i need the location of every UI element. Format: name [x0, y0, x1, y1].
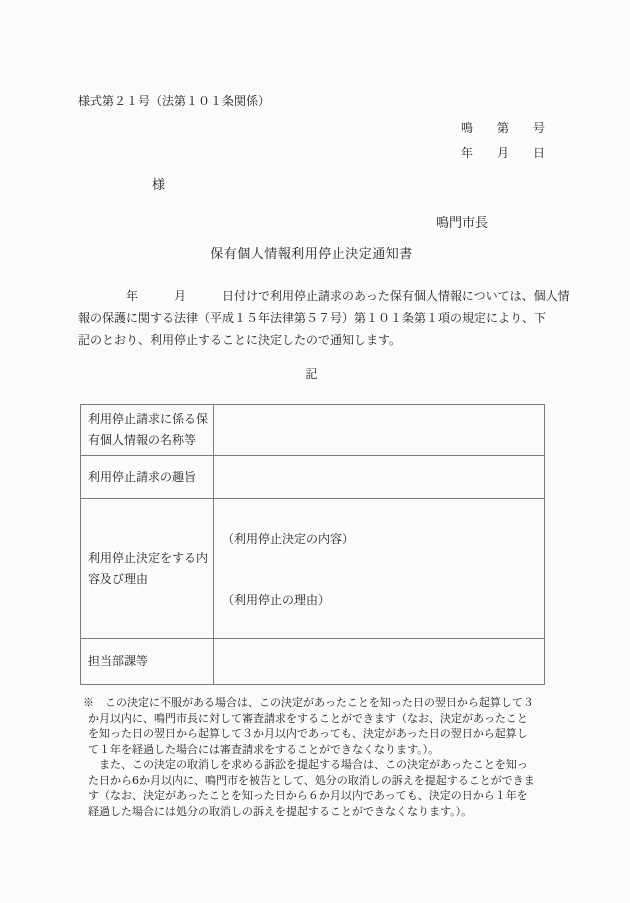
document-number-line: 鳴 第 号	[460, 121, 545, 135]
table-row	[81, 639, 545, 685]
note-line: た日から6か月以内に、鳴門市を被告として、処分の取消しの訴えを提起することができま	[88, 773, 535, 787]
body-paragraph	[78, 285, 570, 351]
note-line: 経過した場合には処分の取消しの訴えを提起することができなくなります。）。	[88, 804, 473, 818]
row-value	[214, 405, 545, 456]
table-row	[81, 405, 545, 456]
body-line: 報の保護に関する法律（平成１５年法律第５７号）第１０１条第１項の規定により、下	[78, 311, 547, 325]
row-value	[214, 499, 545, 639]
document-title: 保有個人情報利用停止決定通知書	[210, 247, 413, 262]
row-label: 担当部課等	[81, 639, 214, 685]
note-line: て１年を経過した場合には審査請求をすることができなくなります。）。	[88, 742, 440, 756]
note-section	[83, 695, 545, 819]
ki-marker: 記	[305, 367, 318, 381]
form-number: 様式第２１号（法第１０１条関係）	[78, 94, 271, 108]
table-row	[81, 499, 545, 639]
note-line: か月以内に、鳴門市長に対して審査請求をすることができます（なお、決定があったこと	[88, 711, 528, 725]
body-line: 記のとおり、利用停止することに決定したので通知します。	[78, 333, 402, 347]
note-line: ※ この決定に不服がある場合は、この決定があったことを知った日の翌日から起算して３	[83, 696, 534, 709]
note-line: す（なお、決定があったことを知った日から６か月以内であっても、決定の日から１年を	[88, 789, 528, 802]
date-line: 年 月 日	[460, 146, 545, 160]
decision-table	[80, 404, 545, 685]
document-content	[0, 93, 630, 819]
row-label: 利用停止請求に係る保有個人情報の名称等	[81, 405, 214, 456]
addressee-line: 様	[152, 178, 166, 193]
note-line: また、この決定の取消しを求める訴訟を提起する場合は、この決定があったことを知っ	[88, 758, 528, 771]
note-line: を知った日の翌日から起算して３か月以内であっても、決定があった日の翌日から起算し	[88, 727, 528, 740]
row-label: 利用停止請求の趣旨	[81, 456, 214, 499]
suspension-reason-caption: （利用停止の理由）	[222, 592, 331, 607]
decision-content-caption: （利用停止決定の内容）	[222, 531, 355, 546]
row-value	[214, 639, 545, 685]
table-row	[81, 456, 545, 499]
body-line: 年 月 日付けで利用停止請求のあった保有個人情報については、個人情	[78, 289, 570, 303]
row-label: 利用停止決定をする内容及び理由	[81, 499, 214, 639]
row-value	[214, 456, 545, 499]
sender-line: 鳴門市長	[435, 216, 488, 231]
